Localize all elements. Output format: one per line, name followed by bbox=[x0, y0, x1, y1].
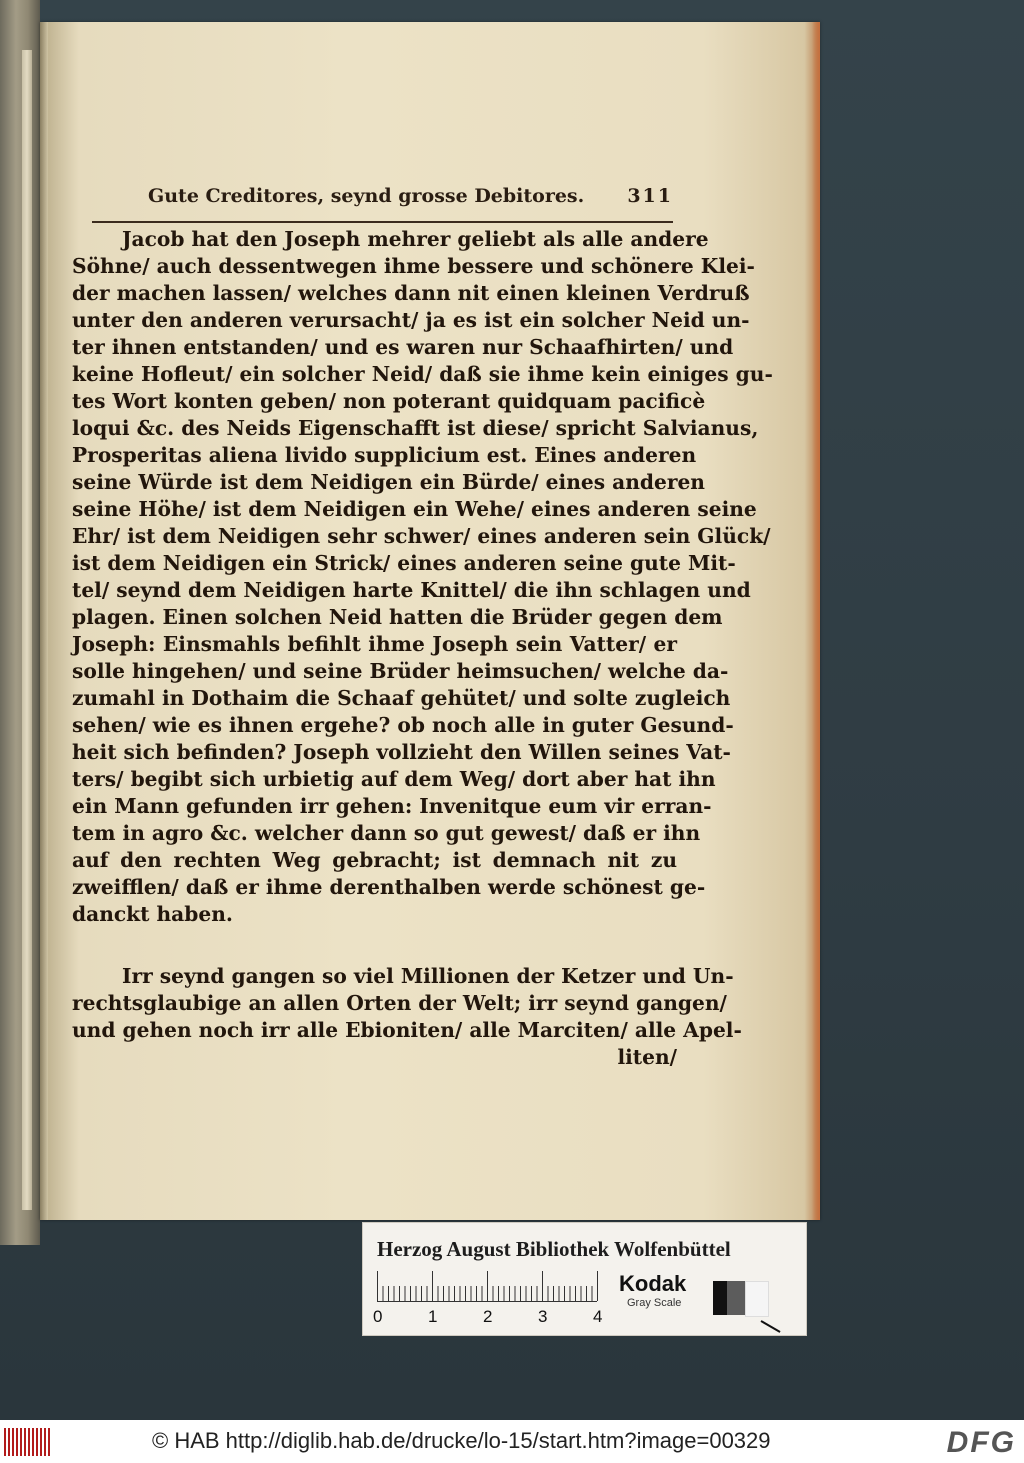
pointer-stick bbox=[761, 1320, 781, 1333]
color-target-card bbox=[362, 1222, 807, 1336]
scale-label: 4 bbox=[593, 1307, 603, 1326]
gray-patch-black bbox=[713, 1281, 727, 1315]
text-line: heit sich befinden? Joseph vollzieht den Willen seines Vat- bbox=[72, 740, 731, 764]
text-line: zweifflen/ daß er ihme derenthalben werde schönest ge- bbox=[72, 875, 706, 899]
text-line: Jacob hat den Joseph mehrer geliebt als alle andere bbox=[122, 227, 709, 251]
text-line: keine Hofleut/ ein solcher Neid/ daß sie ihme kein einiges gu- bbox=[72, 362, 773, 386]
text-line: seine Höhe/ ist dem Neidigen ein Wehe/ eines anderen seine bbox=[72, 497, 757, 521]
scale-label: 0 bbox=[373, 1307, 383, 1326]
running-head bbox=[148, 185, 673, 217]
text-line: Ehr/ ist dem Neidigen sehr schwer/ eines anderen sein Glück/ bbox=[72, 524, 771, 548]
footer-copyright: © HAB http://diglib.hab.de/drucke/lo-15/start.htm?image=00329 bbox=[152, 1428, 771, 1453]
dfg-logo: DFG bbox=[946, 1426, 1016, 1459]
library-name: Herzog August Bibliothek Wolfenbüttel bbox=[377, 1237, 731, 1261]
text-line: sehen/ wie es ihnen ergehe? ob noch alle in guter Gesund- bbox=[72, 713, 734, 737]
gray-patch-white bbox=[745, 1281, 769, 1317]
text-line: ters/ begibt sich urbietig auf dem Weg/ dort aber hat ihn bbox=[72, 767, 716, 791]
running-head-title: Gute Creditores, seynd grosse Debitores. bbox=[148, 185, 585, 207]
text-line: danckt haben. bbox=[72, 902, 233, 926]
text-line: tes Wort konten geben/ non poterant quidquam pacificè bbox=[72, 389, 706, 413]
footer-bar bbox=[0, 1420, 1024, 1463]
text-line: seine Würde ist dem Neidigen ein Bürde/ eines anderen bbox=[72, 470, 705, 494]
text-line: und gehen noch irr alle Ebioniten/ alle Marciten/ alle Apel- bbox=[72, 1018, 742, 1042]
text-line: unter den anderen verursacht/ ja es ist ein solcher Neid un- bbox=[72, 308, 750, 332]
text-line: tel/ seynd dem Neidigen harte Knittel/ die ihn schlagen und bbox=[72, 578, 751, 602]
text-line: plagen. Einen solchen Neid hatten die Brüder gegen dem bbox=[72, 605, 723, 629]
text-line: ter ihnen entstanden/ und es waren nur Schaafhirten/ und bbox=[72, 335, 734, 359]
hab-logo-icon bbox=[4, 1428, 50, 1456]
paragraph-2 bbox=[72, 963, 742, 1044]
text-line: zumahl in Dothaim die Schaaf gehütet/ und solte zugleich bbox=[72, 686, 731, 710]
paragraph-gap bbox=[72, 928, 677, 963]
page-number: 311 bbox=[627, 185, 673, 207]
scale-label: 3 bbox=[538, 1307, 548, 1326]
kodak-logo: Kodak bbox=[619, 1271, 687, 1296]
scale-label: 1 bbox=[428, 1307, 438, 1326]
previous-page-edge bbox=[0, 0, 40, 1245]
text-line: auf den rechten Weg gebracht; ist demnach nit zu bbox=[72, 848, 677, 872]
text-line: Joseph: Einsmahls befihlt ihme Joseph sein Vatter/ er bbox=[72, 632, 677, 656]
text-line: ist dem Neidigen ein Strick/ eines anderen seine gute Mit- bbox=[72, 551, 736, 575]
paragraph-1 bbox=[72, 226, 773, 928]
text-line: Söhne/ auch dessentwegen ihme bessere und schönere Klei- bbox=[72, 254, 755, 278]
head-rule bbox=[92, 221, 673, 223]
text-line: loqui &c. des Neids Eigenschafft ist diese/ spricht Salvianus, bbox=[72, 416, 759, 440]
text-line: ein Mann gefunden irr gehen: Invenitque eum vir erran- bbox=[72, 794, 712, 818]
gray-scale-label: Gray Scale bbox=[627, 1297, 682, 1309]
text-line: tem in agro &c. welcher dann so gut gewest/ daß er ihn bbox=[72, 821, 701, 845]
scale-ruler-major-ticks bbox=[377, 1271, 609, 1301]
previous-page-fore-edge bbox=[22, 50, 32, 1210]
text-line: Irr seynd gangen so viel Millionen der Ketzer und Un- bbox=[122, 964, 734, 988]
scale-label: 2 bbox=[483, 1307, 493, 1326]
gray-patch-mid bbox=[727, 1281, 745, 1315]
text-line: der machen lassen/ welches dann nit einen kleinen Verdruß bbox=[72, 281, 750, 305]
body-text bbox=[72, 226, 773, 1071]
catchword: liten/ bbox=[617, 1045, 677, 1069]
text-line: rechtsglaubige an allen Orten der Welt; irr seynd gangen/ bbox=[72, 991, 727, 1015]
text-line: solle hingehen/ und seine Brüder heimsuchen/ welche da- bbox=[72, 659, 729, 683]
text-line: Prosperitas aliena livido supplicium est. Eines anderen bbox=[72, 443, 697, 467]
